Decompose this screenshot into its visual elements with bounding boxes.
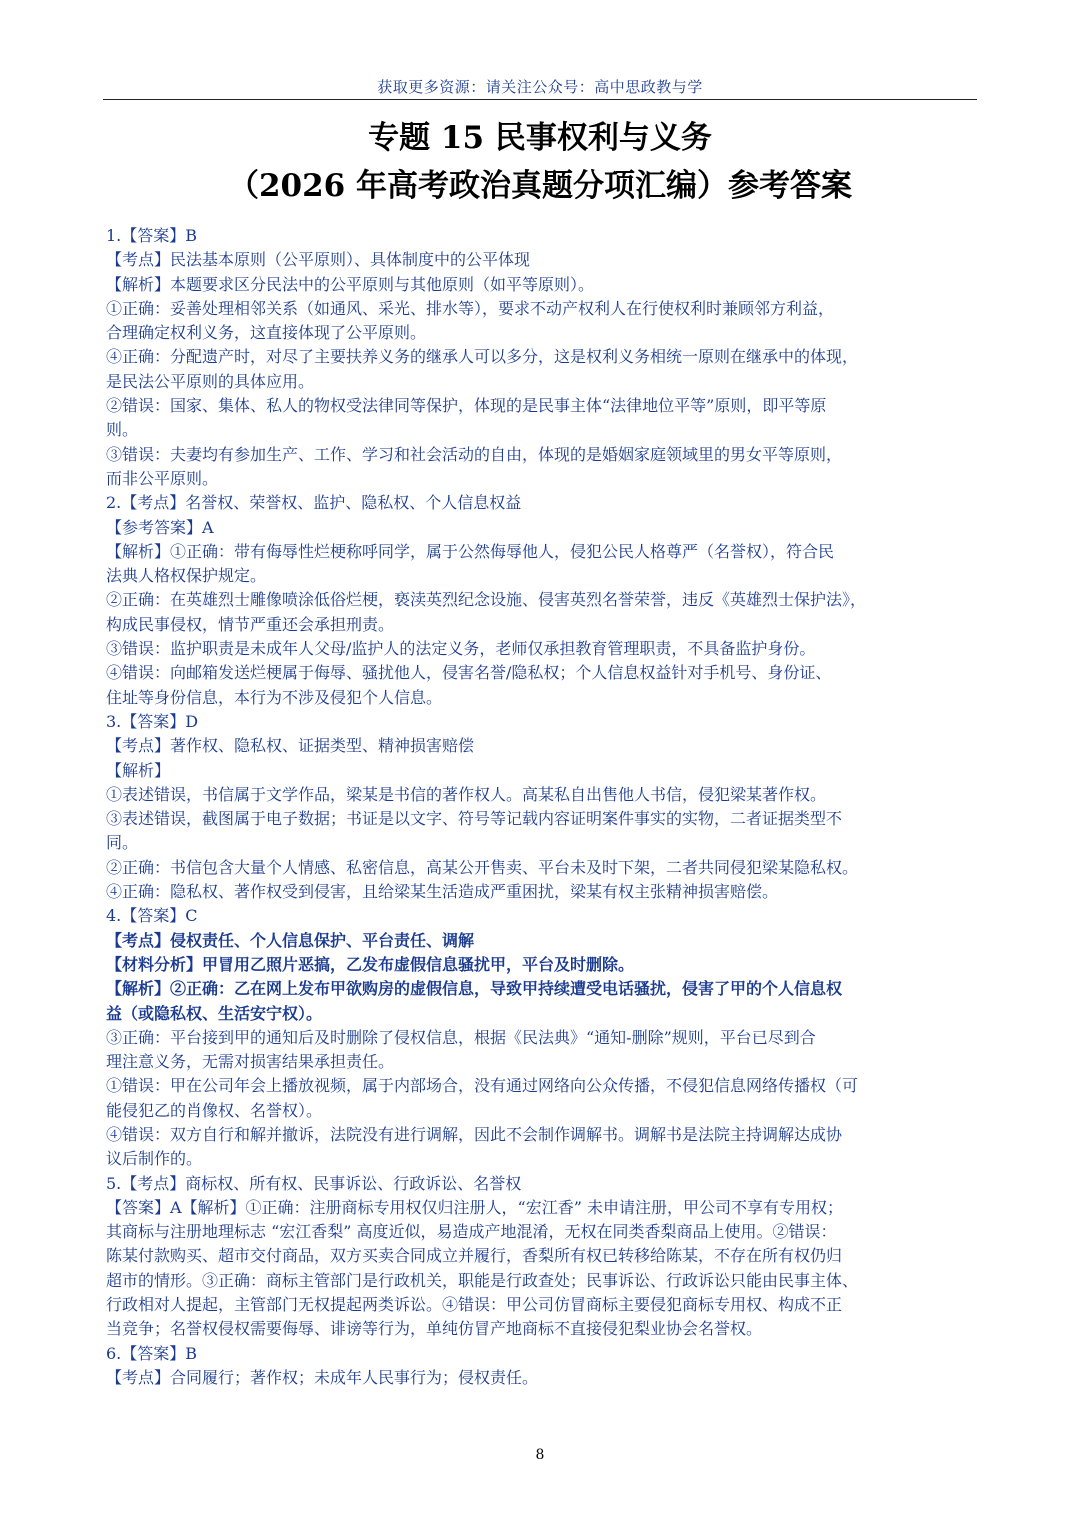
text-line: 【参考答案】A — [106, 517, 214, 537]
text-line: ③错误：夫妻均有参加生产、工作、学习和社会活动的自由，体现的是婚姻家庭领域里的男女平等原则， — [106, 444, 843, 464]
text-line: 是民法公平原则的具体应用。 — [106, 371, 315, 391]
text-line: ②正确：书信包含大量个人情感、私密信息，高某公开售卖、平台未及时下架，二者共同侵犯梁某隐私权。 — [106, 857, 859, 877]
text-line: 4.【答案】C — [106, 906, 198, 926]
text-line: 【答案】A【解析】①正确：注册商标专用权仅归注册人，“宏江香” 未申请注册，甲公司不享有专用权； — [106, 1197, 844, 1217]
text-line: 【解析】①正确：带有侮辱性烂梗称呼同学，属于公然侮辱他人，侵犯公民人格尊严（名誉权），符合民 — [106, 541, 835, 561]
page-title: 专题 15 民事权利与义务 — [368, 120, 712, 156]
text-line: 当竞争；名誉权侵权需要侮辱、诽谤等行为，单纯仿冒产地商标不直接侵犯梨业协会名誉权。 — [106, 1319, 763, 1339]
text-line: ②错误：国家、集体、私人的物权受法律同等保护，体现的是民事主体“法律地位平等”原则，即平等原 — [106, 396, 827, 416]
text-line: ①表述错误，书信属于文学作品，梁某是书信的著作权人。高某私自出售他人书信，侵犯梁某著作权。 — [106, 784, 827, 804]
answer-content — [106, 224, 982, 1390]
text-line: 构成民事侵权，情节严重还会承担刑责。 — [106, 614, 395, 634]
text-line: 【解析】本题要求区分民法中的公平原则与其他原则（如平等原则）。 — [106, 274, 595, 294]
text-line: 【考点】民法基本原则（公平原则）、具体制度中的公平体现 — [106, 250, 531, 270]
text-line: 5.【考点】商标权、所有权、民事诉讼、行政诉讼、名誉权 — [106, 1173, 522, 1193]
text-line: 能侵犯乙的肖像权、名誉权）。 — [106, 1100, 323, 1120]
page-header: 获取更多资源：请关注公众号：高中思政教与学 — [377, 78, 703, 96]
page-subtitle: （2026 年高考政治真题分项汇编）参考答案 — [227, 168, 853, 204]
text-line: 而非公平原则。 — [106, 468, 219, 488]
text-line: 【考点】侵权责任、个人信息保护、平台责任、调解 — [106, 930, 475, 950]
text-line: ①正确：妥善处理相邻关系（如通风、采光、排水等），要求不动产权利人在行使权利时兼顾邻方利益， — [106, 298, 835, 318]
text-line: 6.【答案】B — [106, 1343, 198, 1363]
text-line: 住址等身份信息，本行为不涉及侵犯个人信息。 — [106, 687, 443, 707]
text-line: ①错误：甲在公司年会上播放视频，属于内部场合，没有通过网络向公众传播，不侵犯信息网络传播权（可 — [106, 1076, 859, 1096]
text-line: 【考点】著作权、隐私权、证据类型、精神损害赔偿 — [106, 736, 475, 756]
text-line: 其商标与注册地理标志 “宏江香梨” 高度近似，易造成产地混淆，无权在同类香梨商品上使用。②错误： — [106, 1222, 837, 1242]
text-line: 同。 — [106, 833, 139, 853]
page-number: 8 — [535, 1447, 545, 1463]
text-line: 2.【考点】名誉权、荣誉权、监护、隐私权、个人信息权益 — [106, 493, 522, 513]
text-line: ③错误：监护职责是未成年人父母/监护人的法定义务，老师仅承担教育管理职责，不具备监护身份。 — [106, 639, 816, 659]
text-line: 则。 — [106, 420, 139, 440]
text-line: 陈某付款购买、超市交付商品，双方买卖合同成立并履行，香梨所有权已转移给陈某，不存在所有权仍归 — [106, 1246, 843, 1266]
text-line: ④正确：分配遗产时，对尽了主要扶养义务的继承人可以多分，这是权利义务相统一原则在继承中的体现， — [106, 347, 859, 367]
text-line: 【解析】②正确：乙在网上发布甲欲购房的虚假信息，导致甲持续遭受电话骚扰，侵害了甲的个人信息权 — [106, 979, 843, 999]
text-line: 行政相对人提起，主管部门无权提起两类诉讼。④错误：甲公司仿冒商标主要侵犯商标专用权、构成不正 — [106, 1295, 843, 1315]
text-line: ④正确：隐私权、著作权受到侵害，且给梁某生活造成严重困扰，梁某有权主张精神损害赔偿。 — [106, 882, 779, 902]
text-line: 理注意义务，无需对损害结果承担责任。 — [106, 1052, 395, 1072]
text-line: 【解析】 — [106, 760, 171, 780]
text-line: 1.【答案】B — [106, 226, 198, 245]
text-line: ②正确：在英雄烈士雕像喷涂低俗烂梗，亵渎英烈纪念设施、侵害英烈名誉荣誉，违反《英雄烈士保护法》， — [106, 590, 867, 610]
text-line: 超市的情形。③正确：商标主管部门是行政机关，职能是行政查处；民事诉讼、行政诉讼只能由民事主体、 — [106, 1270, 859, 1290]
text-line: 【考点】合同履行；著作权；未成年人民事行为；侵权责任。 — [106, 1367, 539, 1387]
text-line: ④错误：向邮箱发送烂梗属于侮辱、骚扰他人，侵害名誉/隐私权；个人信息权益针对手机号、身份证、 — [106, 663, 832, 683]
text-line: 益（或隐私权、生活安宁权）。 — [106, 1003, 323, 1023]
text-line: 法典人格权保护规定。 — [106, 566, 267, 586]
text-line: 议后制作的。 — [106, 1149, 203, 1169]
text-line: 3.【答案】D — [106, 711, 199, 731]
text-line: 【材料分析】甲冒用乙照片恶搞，乙发布虚假信息骚扰甲，平台及时删除。 — [106, 954, 635, 974]
text-line: ④错误：双方自行和解并撤诉，法院没有进行调解，因此不会制作调解书。调解书是法院主持调解达成协 — [106, 1124, 843, 1144]
header-divider — [103, 99, 977, 100]
text-line: 合理确定权利义务，这直接体现了公平原则。 — [106, 323, 427, 343]
text-line: ③表述错误，截图属于电子数据；书证是以文字、符号等记载内容证明案件事实的实物，二者证据类型不 — [106, 809, 843, 829]
text-line: ③正确：平台接到甲的通知后及时删除了侵权信息，根据《民法典》“通知-删除”规则，平台已尽到合 — [106, 1027, 816, 1047]
